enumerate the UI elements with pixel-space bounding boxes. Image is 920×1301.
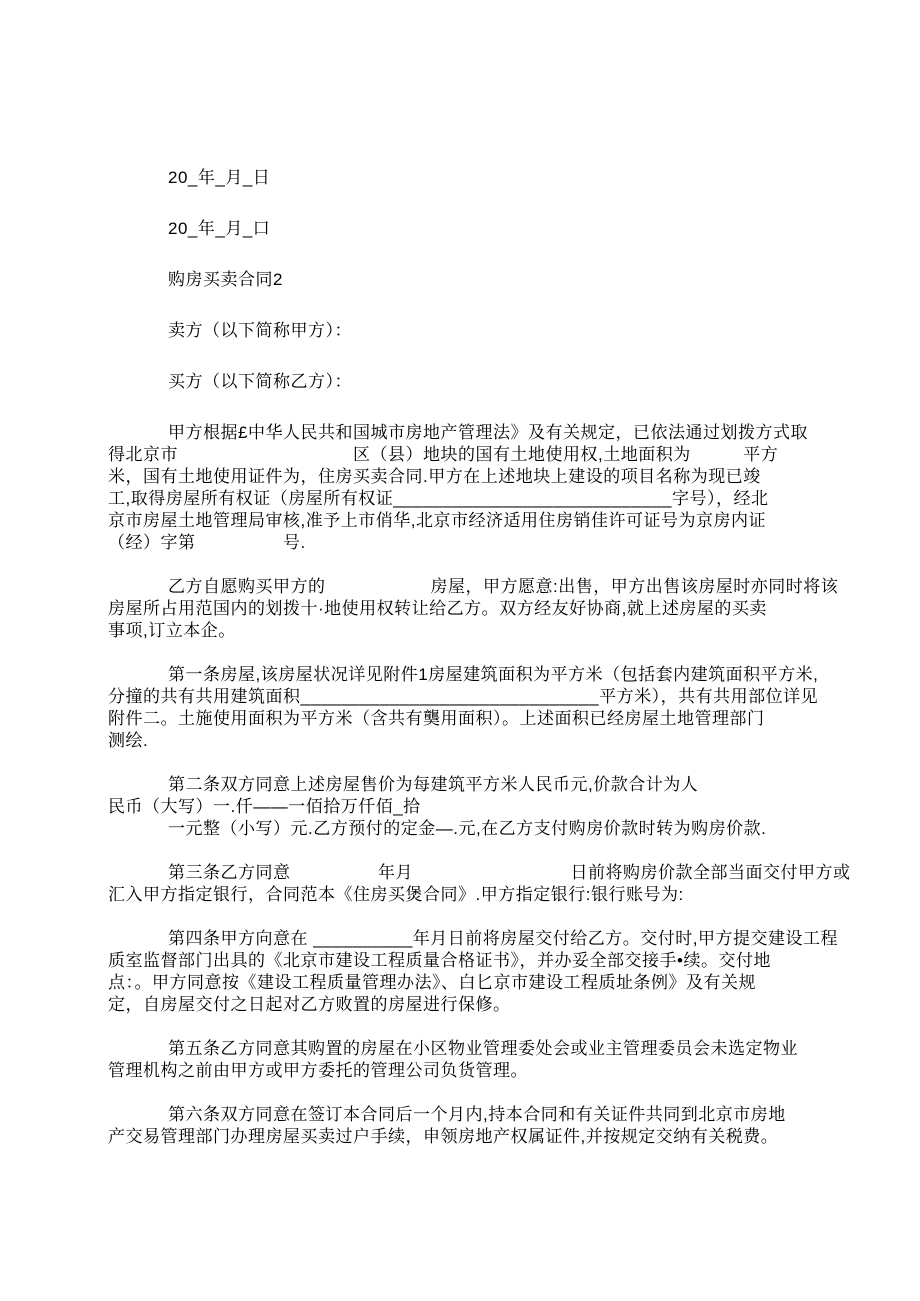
seller-line-line-1: 卖方（以下简称甲方）： [168, 321, 352, 340]
clause-2-line-3: 一元整（小写）元.乙方预付的定金—.元,在乙方支付购房价款时转为购房价款. [168, 819, 767, 838]
clause-5 [108, 1038, 820, 1082]
clause-2-line-2: 民币（大写）一.仟——一佰拾万仟佰_拾 [108, 797, 421, 816]
date-line-2-line-1: 20_年_月_口 [168, 219, 271, 238]
clause-5-line-2: 管理机构之前由甲方或甲方委托的管理公司负货管理。 [108, 1061, 528, 1080]
clause-4-line-4: 定，自房屋交付之日起对乙方败置的房屋进行保修。 [108, 995, 511, 1014]
preamble-party-a-line-5: 京市房屋土地管理局审核,准予上市俏华,北京市经济适用住房销佳许可证号为京房内证 [108, 511, 766, 530]
buyer-line [108, 371, 820, 393]
clause-1 [108, 664, 820, 752]
preamble-party-a [108, 422, 820, 554]
date-line-1 [108, 167, 820, 189]
preamble-party-a-line-2: 得北京市 区（县）地块的国有土地使用权,土地面积为 平方 [108, 445, 779, 464]
preamble-party-b-line-2: 房屋所占用范国内的划拨十·地使用权转让给乙方。双方经友好协商,就上述房屋的买卖 [108, 599, 767, 618]
clause-4 [108, 928, 838, 1016]
preamble-party-a-line-3: 米，国有土地使用证件为，住房买卖合同.甲方在上述地块上建设的项目名称为现已竣 [108, 467, 761, 486]
clause-6-line-2: 产交易管理部门办理房屋买卖过户手续，申领房地产权属证件,并按规定交纳有关税费。 [108, 1127, 779, 1146]
clause-3-line-1: 第三条乙方同意 年月 日前将购房价款全部当面交付甲方或 [168, 863, 851, 882]
date-line-2 [108, 218, 820, 240]
preamble-party-a-line-4: 工,取得房屋所有权证（房屋所有权证____________________________字号），经北 [108, 489, 769, 508]
clause-1-line-2: 分撞的共有共用建筑面积______________________________平方米），共有共用部位详见 [108, 687, 819, 706]
clause-2 [108, 774, 820, 840]
clause-4-line-3: 点：。甲方同意按《建设工程质量管理办法》、白匕京市建设工程质址条例》及有关规 [108, 973, 756, 992]
document-title-line-1: 购房买卖合同2 [168, 270, 283, 289]
preamble-party-b [108, 576, 839, 642]
document-body [108, 167, 851, 1148]
preamble-party-b-line-3: 事项,订立本企。 [108, 621, 236, 640]
clause-3-line-2: 汇入甲方指定银行，合同范本《住房买煲合同》.甲方指定银行:银行账号为: [108, 885, 684, 904]
document-title [108, 269, 820, 291]
preamble-party-b-line-1: 乙方自愿购买甲方的 房屋，甲方愿意:出售，甲方出售该房屋时亦同时将该 [168, 577, 839, 596]
seller-line [108, 320, 820, 342]
clause-2-line-1: 第二条双方同意上述房屋售价为每建筑平方米人民币元,价款合计为人 [168, 775, 699, 794]
clause-1-line-1: 第一条房屋,该房屋状况详见附件1房屋建筑面积为平方米（包括套内建筑面积平方米, [168, 665, 819, 684]
clause-4-line-2: 质室监督部门出具的《北京市建设工程质量合格证书》，并办妥全部交接手•续。交付地 [108, 951, 771, 970]
clause-6-line-1: 第六条双方同意在签订本合同后一个月内,持本合同和有关证件共同到北京市房地 [168, 1105, 786, 1124]
clause-3 [108, 862, 851, 906]
clause-5-line-1: 第五条乙方同意其购置的房屋在小区物业管理委处会或业主管理委员会未选定物业 [168, 1039, 798, 1058]
preamble-party-a-line-6: （经）字第 号. [108, 533, 306, 552]
clause-1-line-3: 附件二。土施使用面积为平方米（含共有龑用面积）。上述面积已经房屋土地管理部门 [108, 709, 765, 728]
buyer-line-line-1: 买方（以下简称乙方）： [168, 372, 352, 391]
clause-1-line-4: 测绘. [108, 731, 149, 750]
clause-4-line-1: 第四条甲方向意在 __________年月日前将房屋交付给乙方。交付时,甲方提交建设工程 [168, 929, 838, 948]
clause-6 [108, 1104, 820, 1148]
date-line-1-line-1: 20_年_月_日 [168, 168, 271, 187]
preamble-party-a-line-1: 甲方根据£中华人民共和国城市房地产管理法》及有关规定，已依法通过划拨方式取 [168, 423, 808, 442]
